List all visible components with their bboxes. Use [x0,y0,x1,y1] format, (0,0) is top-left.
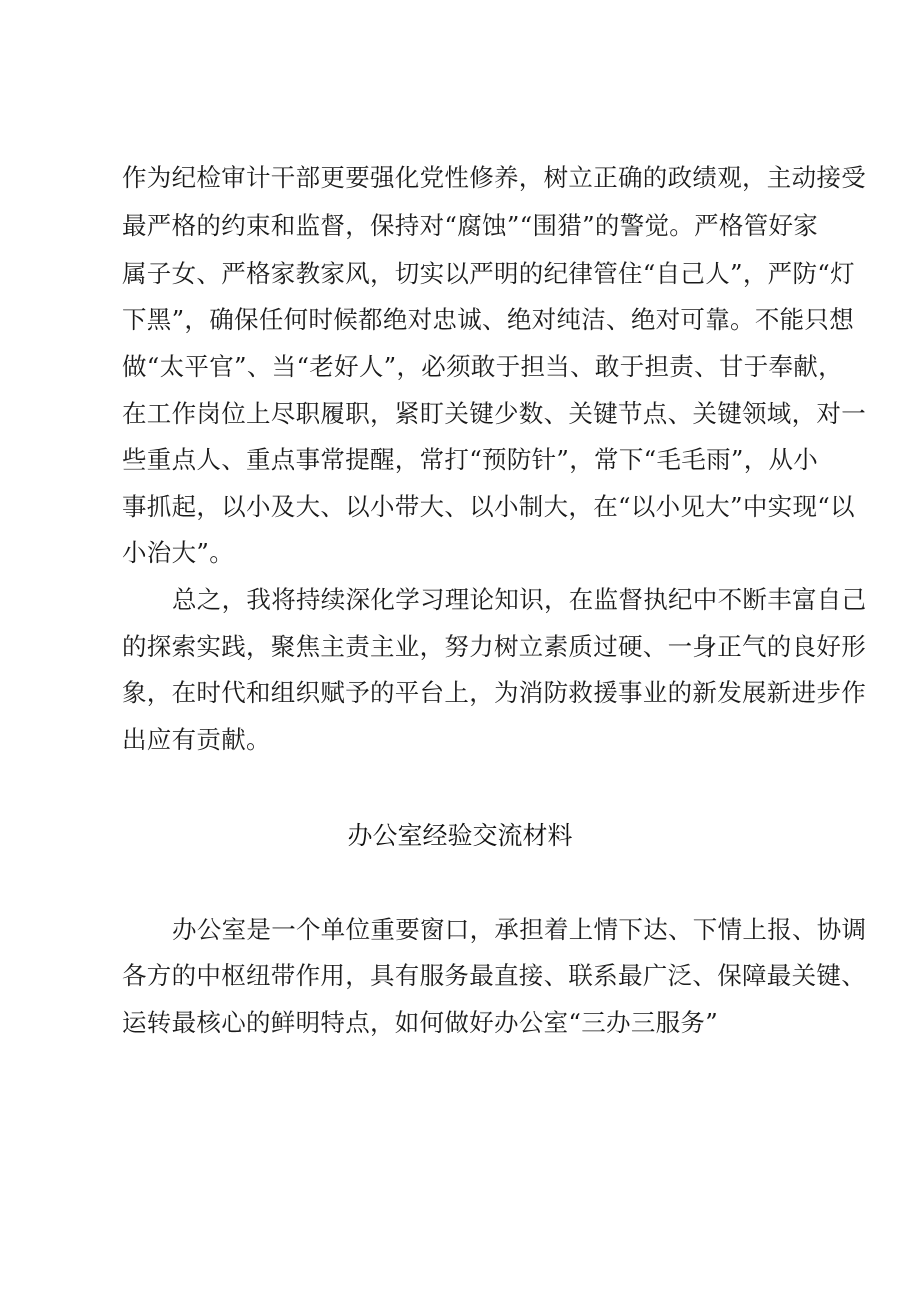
paragraph-1-line-2: 最严格的约束和监督，保持对“腐蚀”“围猎”的警觉。严格管好家 [122,211,819,240]
paragraph-1-line-9: 小治大”。 [122,538,235,567]
paragraph-2-line-1: 总之，我将持续深化学习理论知识，在监督执纪中不断丰富自己 [172,585,867,614]
paragraph-1-line-5: 做“太平官”、当“老好人”，必须敢于担当、敢于担责、甘于奉献， [122,352,843,381]
paragraph-2-line-2: 的探索实践，聚焦主责主业，努力树立素质过硬、一身正气的良好形 [122,632,866,661]
paragraph-1-line-6: 在工作岗位上尽职履职，紧盯关键少数、关键节点、关键领域，对一 [122,399,866,428]
paragraph-1-line-8: 事抓起，以小及大、以小带大、以小制大，在“以小见大”中实现“以 [122,492,855,521]
paragraph-2-line-3: 象，在时代和组织赋予的平台上，为消防救援事业的新发展新进步作 [122,678,866,707]
paragraph-3-line-1: 办公室是一个单位重要窗口，承担着上情下达、下情上报、协调 [172,915,867,944]
paragraph-2-line-4: 出应有贡献。 [122,725,271,754]
section-title: 办公室经验交流材料 [347,821,573,850]
paragraph-1-line-1: 作为纪检审计干部更要强化党性修养，树立正确的政绩观，主动接受 [122,163,866,192]
paragraph-1-line-3: 属子女、严格家教家风，切实以严明的纪律管住“自己人”，严防“灯 [122,259,855,288]
paragraph-1-line-7: 些重点人、重点事常提醒，常打“预防针”，常下“毛毛雨”，从小 [122,445,819,474]
paragraph-1-line-4: 下黑”，确保任何时候都绝对忠诚、绝对纯洁、绝对可靠。不能只想 [122,305,855,334]
paragraph-3-line-3: 运转最核心的鲜明特点，如何做好办公室“三办三服务” [122,1008,719,1037]
paragraph-3-line-2: 各方的中枢纽带作用，具有服务最直接、联系最广泛、保障最关键、 [122,961,866,990]
